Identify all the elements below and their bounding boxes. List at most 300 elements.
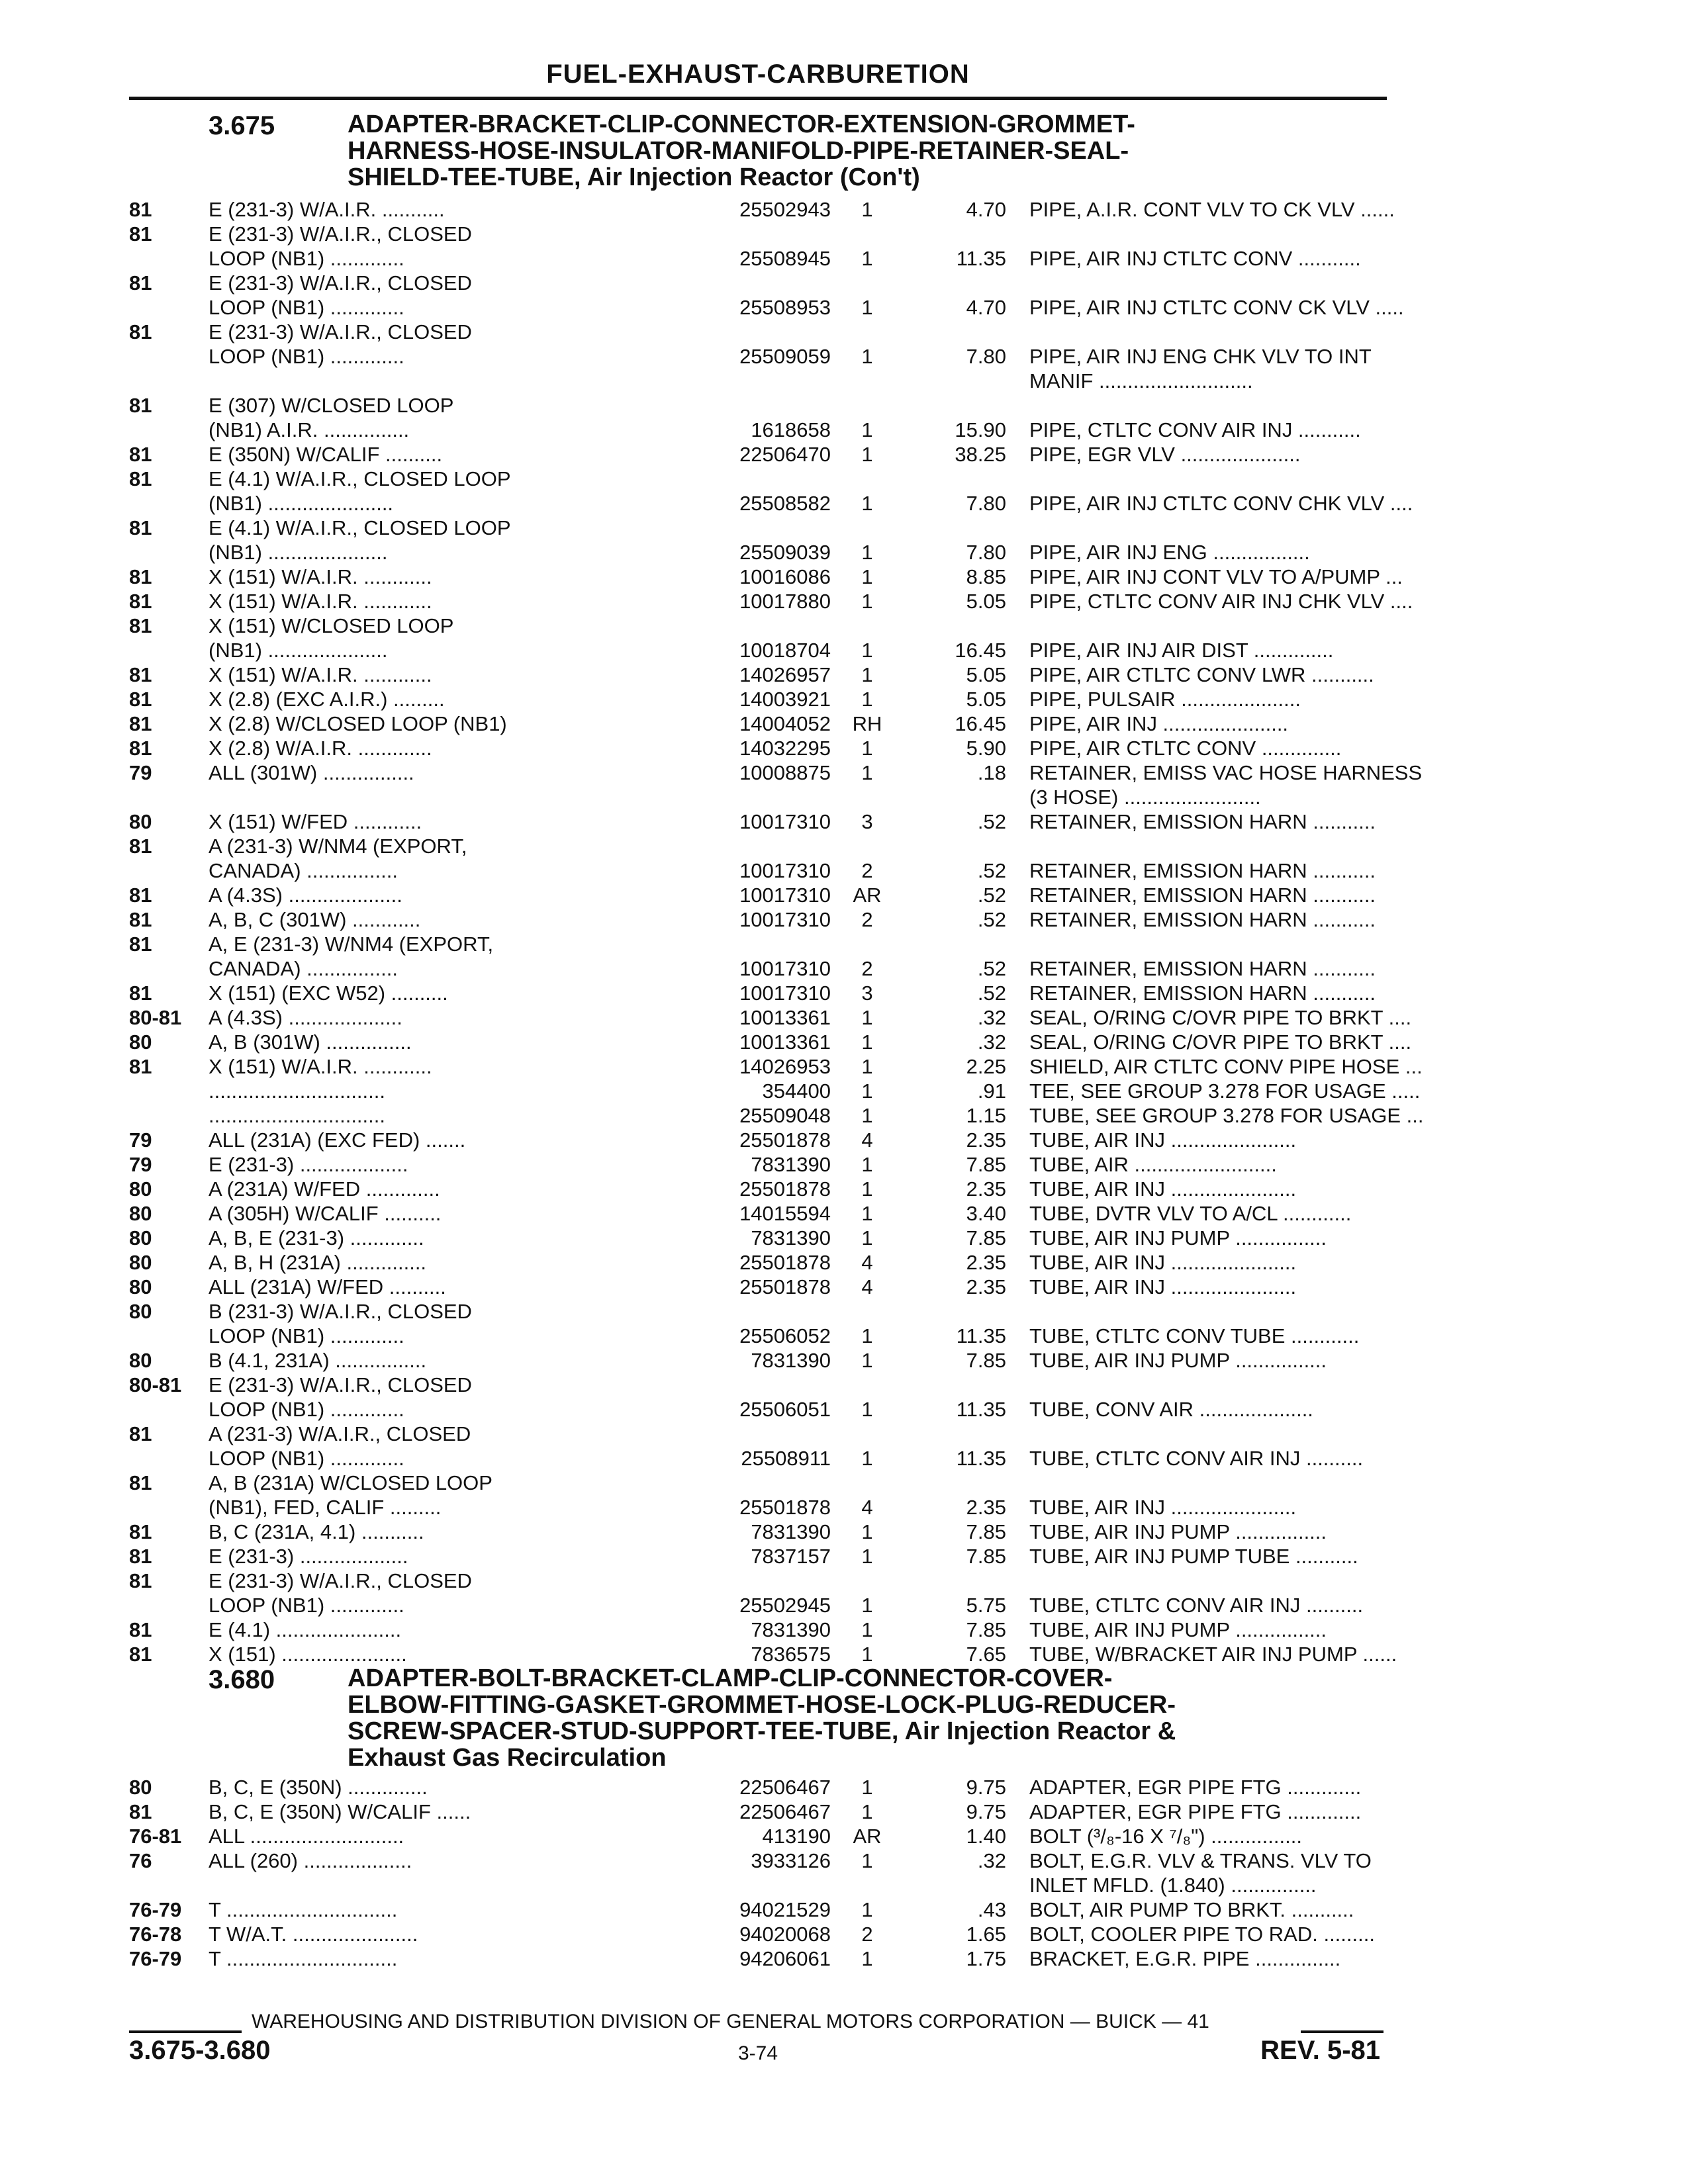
part-name: TUBE, AIR INJ PUMP ................: [1029, 1618, 1327, 1641]
part-name: (3 HOSE) ........................: [1029, 786, 1261, 809]
table-row: [129, 222, 1387, 246]
application-desc: X (151) W/A.I.R. ............: [209, 663, 432, 686]
application-desc: A (4.3S) ....................: [209, 884, 402, 907]
quantity: 2: [861, 957, 873, 980]
part-number: 10017880: [739, 590, 831, 613]
quantity: 1: [861, 1177, 873, 1201]
part-number: 10008875: [739, 761, 831, 784]
part-number: 7831390: [751, 1349, 831, 1372]
application-desc: A, E (231-3) W/NM4 (EXPORT,: [209, 933, 494, 956]
application-desc: E (307) W/CLOSED LOOP: [209, 394, 454, 417]
part-number: 3933126: [751, 1849, 831, 1872]
price: 38.25: [955, 443, 1006, 466]
part-name: PIPE, AIR INJ AIR DIST ..............: [1029, 639, 1334, 662]
quantity: 1: [861, 663, 873, 686]
application-desc: E (4.1) ......................: [209, 1618, 402, 1641]
part-name: TUBE, CTLTC CONV TUBE ............: [1029, 1324, 1360, 1347]
section-number: 3.675: [209, 111, 275, 140]
price: 7.80: [966, 345, 1006, 368]
price: 2.35: [966, 1177, 1006, 1201]
part-number: 10018704: [739, 639, 831, 662]
application-desc: E (4.1) W/A.I.R., CLOSED LOOP: [209, 516, 511, 539]
part-name: TUBE, AIR INJ ......................: [1029, 1128, 1297, 1152]
year-code: 81: [129, 835, 152, 858]
application-desc: ALL ...........................: [209, 1825, 404, 1848]
quantity: 1: [861, 296, 873, 319]
application-desc: A, B, C (301W) ............: [209, 908, 421, 931]
part-number: 25501878: [739, 1128, 831, 1152]
part-number: 25502943: [739, 198, 831, 221]
application-desc: A (4.3S) ....................: [209, 1006, 402, 1029]
table-row: [129, 1128, 1387, 1152]
table-row: [129, 516, 1387, 540]
application-desc: A (231-3) W/NM4 (EXPORT,: [209, 835, 467, 858]
table-row: [129, 1569, 1387, 1593]
table-row: [129, 1471, 1387, 1495]
price: .32: [977, 1030, 1006, 1054]
quantity: 1: [861, 737, 873, 760]
part-name: TUBE, AIR INJ PUMP ................: [1029, 1520, 1327, 1543]
year-code: 80-81: [129, 1373, 182, 1396]
quantity: 1: [861, 1594, 873, 1617]
quantity: 1: [861, 761, 873, 784]
table-row: [129, 295, 1404, 320]
quantity: 3: [861, 810, 873, 833]
application-desc: E (231-3) W/A.I.R., CLOSED: [209, 222, 472, 246]
quantity: 4: [861, 1128, 873, 1152]
price: .91: [977, 1079, 1006, 1103]
year-code: 81: [129, 1545, 152, 1568]
year-code: 81: [129, 614, 152, 637]
table-row: [129, 540, 1387, 565]
application-desc: CANADA) ................: [209, 859, 398, 882]
part-name: RETAINER, EMISSION HARN ...........: [1029, 957, 1376, 980]
table-row: [129, 1617, 1387, 1642]
quantity: 1: [861, 443, 873, 466]
quantity: 1: [861, 639, 873, 662]
application-desc: X (151) W/A.I.R. ............: [209, 590, 432, 613]
quantity: 1: [861, 1520, 873, 1543]
section-title: [348, 1665, 1380, 1771]
part-name: PIPE, AIR INJ ENG .................: [1029, 541, 1310, 564]
price: .52: [977, 908, 1006, 931]
application-desc: B, C, E (350N) W/CALIF ......: [209, 1800, 471, 1823]
price: 7.85: [966, 1618, 1006, 1641]
footer-revision: REV. 5-81: [1260, 2036, 1380, 2065]
quantity: 1: [861, 418, 873, 441]
year-code: 80: [129, 1226, 152, 1250]
part-number: 14015594: [739, 1202, 831, 1225]
table-row: [129, 1030, 1412, 1054]
table-row: [129, 614, 1387, 638]
year-code: 80: [129, 1202, 152, 1225]
table-row: [129, 1897, 1387, 1922]
part-number: 1618658: [751, 418, 831, 441]
application-desc: (NB1), FED, CALIF .........: [209, 1496, 442, 1519]
part-name: PIPE, AIR INJ ENG CHK VLV TO INT: [1029, 345, 1372, 368]
year-code: 81: [129, 1422, 152, 1445]
quantity: 1: [861, 1006, 873, 1029]
table-row: [129, 1226, 1387, 1250]
table-row: [129, 662, 1387, 687]
part-number: 14004052: [739, 712, 831, 735]
price: 7.80: [966, 492, 1006, 515]
table-row: [129, 1946, 1387, 1971]
part-number: 354400: [762, 1079, 831, 1103]
section-title: [348, 111, 1380, 191]
application-desc: A (231A) W/FED .............: [209, 1177, 440, 1201]
year-code: 81: [129, 320, 152, 343]
part-number: 7831390: [751, 1226, 831, 1250]
price: 5.05: [966, 590, 1006, 613]
year-code: 76-79: [129, 1898, 182, 1921]
price: 11.35: [956, 1447, 1006, 1470]
price: 2.35: [966, 1128, 1006, 1152]
year-code: 81: [129, 1800, 152, 1823]
footer-publisher-line: [129, 2011, 1387, 2037]
price: .52: [977, 810, 1006, 833]
year-code: 81: [129, 688, 152, 711]
application-desc: ...............................: [209, 1104, 385, 1127]
table-row: [129, 736, 1387, 760]
year-code: 81: [129, 884, 152, 907]
quantity: 4: [861, 1496, 873, 1519]
table-row: [129, 1275, 1387, 1299]
table-row: [129, 467, 1387, 491]
part-name: PIPE, AIR INJ CONT VLV TO A/PUMP ...: [1029, 565, 1403, 588]
year-code: 81: [129, 394, 152, 417]
table-row: [129, 1799, 1387, 1824]
footer-section-range: 3.675-3.680: [129, 2036, 271, 2065]
application-desc: A (231-3) W/A.I.R., CLOSED: [209, 1422, 471, 1445]
application-desc: E (231-3) W/A.I.R., CLOSED: [209, 1373, 472, 1396]
application-desc: LOOP (NB1) .............: [209, 1398, 404, 1421]
section-title-line: SHIELD-TEE-TUBE, Air Injection Reactor (Con't): [348, 163, 920, 191]
section-title-line: ADAPTER-BRACKET-CLIP-CONNECTOR-EXTENSION-GROMMET-: [348, 111, 1135, 138]
header-rule: [129, 97, 1387, 100]
application-desc: A, B (231A) W/CLOSED LOOP: [209, 1471, 492, 1494]
part-name: TUBE, AIR INJ PUMP TUBE ...........: [1029, 1545, 1358, 1568]
part-number: 25502945: [739, 1594, 831, 1617]
price: 5.75: [966, 1594, 1006, 1617]
part-number: 25508582: [739, 492, 831, 515]
table-row: [129, 932, 1387, 956]
table-row: [129, 1103, 1424, 1128]
part-number: 25501878: [739, 1275, 831, 1298]
table-row: [129, 1544, 1387, 1569]
year-code: 79: [129, 761, 152, 784]
part-name: TUBE, AIR INJ ......................: [1029, 1177, 1297, 1201]
part-number: 14003921: [739, 688, 831, 711]
part-name: PIPE, AIR INJ CTLTC CONV ...........: [1029, 247, 1361, 270]
part-name: RETAINER, EMISSION HARN ...........: [1029, 859, 1376, 882]
price: 2.35: [966, 1275, 1006, 1298]
table-row: [129, 344, 1387, 369]
table-row: [129, 1873, 1387, 1897]
quantity: 1: [861, 1898, 873, 1921]
part-number: 10017310: [739, 810, 831, 833]
table-row: [129, 589, 1413, 614]
table-row: [129, 1201, 1387, 1226]
part-number: 10016086: [739, 565, 831, 588]
application-desc: E (231-3) W/A.I.R., CLOSED: [209, 1569, 472, 1592]
part-name: PIPE, A.I.R. CONT VLV TO CK VLV ......: [1029, 198, 1395, 221]
table-row: [129, 491, 1413, 516]
year-code: 81: [129, 1569, 152, 1592]
price: 2.35: [966, 1496, 1006, 1519]
part-name: SEAL, O/RING C/OVR PIPE TO BRKT ....: [1029, 1030, 1412, 1054]
footer-publisher-text: WAREHOUSING AND DISTRIBUTION DIVISION OF GENERAL MOTORS CORPORATION — BUICK — 41: [252, 2011, 1209, 2032]
year-code: 81: [129, 712, 152, 735]
table-row: [129, 1005, 1412, 1030]
quantity: 1: [861, 1030, 873, 1054]
table-row: [129, 981, 1387, 1005]
application-desc: B, C (231A, 4.1) ...........: [209, 1520, 424, 1543]
part-number: 25508953: [739, 296, 831, 319]
part-number: 14026957: [739, 663, 831, 686]
year-code: 80: [129, 1030, 152, 1054]
table-row: [129, 760, 1423, 785]
application-desc: LOOP (NB1) .............: [209, 1324, 404, 1347]
part-number: 94021529: [739, 1898, 831, 1921]
year-code: 80: [129, 1177, 152, 1201]
quantity: 1: [861, 1398, 873, 1421]
table-row: [129, 1324, 1387, 1348]
year-code: 81: [129, 1055, 152, 1078]
price: 4.70: [966, 296, 1006, 319]
quantity: 1: [861, 565, 873, 588]
part-name: PIPE, AIR CTLTC CONV LWR ...........: [1029, 663, 1374, 686]
part-name: MANIF ...........................: [1029, 369, 1253, 392]
price: 9.75: [966, 1800, 1006, 1823]
quantity: 1: [861, 1324, 873, 1347]
quantity: 1: [861, 1643, 873, 1666]
part-name: BOLT, AIR PUMP TO BRKT. ...........: [1029, 1898, 1354, 1921]
application-desc: B, C, E (350N) ..............: [209, 1776, 428, 1799]
part-name: RETAINER, EMISS VAC HOSE HARNESS: [1029, 761, 1423, 784]
quantity: 1: [861, 1349, 873, 1372]
part-name: INLET MFLD. (1.840) ...............: [1029, 1874, 1317, 1897]
section-title-line: HARNESS-HOSE-INSULATOR-MANIFOLD-PIPE-RETAINER-SEAL-: [348, 137, 1129, 165]
part-name: BOLT (³/₈-16 X ⁷/₈") ................: [1029, 1825, 1302, 1848]
application-desc: CANADA) ................: [209, 957, 398, 980]
part-name: TUBE, AIR INJ ......................: [1029, 1496, 1297, 1519]
price: 11.35: [956, 1324, 1006, 1347]
application-desc: E (231-3) W/A.I.R., CLOSED: [209, 271, 472, 295]
part-number: 7831390: [751, 1618, 831, 1641]
section-title-line: ADAPTER-BOLT-BRACKET-CLAMP-CLIP-CONNECTOR-COVER-: [348, 1664, 1113, 1692]
application-desc: X (151) W/CLOSED LOOP: [209, 614, 454, 637]
part-number: 25508911: [741, 1447, 831, 1470]
table-row: [129, 1250, 1387, 1275]
table-row: [129, 369, 1387, 393]
part-name: PIPE, AIR INJ CTLTC CONV CK VLV .....: [1029, 296, 1404, 319]
section-number: 3.680: [209, 1665, 275, 1694]
table-row: [129, 1520, 1387, 1544]
price: .52: [977, 859, 1006, 882]
application-desc: T ..............................: [209, 1898, 398, 1921]
application-desc: ...............................: [209, 1079, 385, 1103]
quantity: 1: [861, 198, 873, 221]
part-name: ADAPTER, EGR PIPE FTG .............: [1029, 1776, 1362, 1799]
table-row: [129, 1054, 1423, 1079]
table-row: [129, 1422, 1387, 1446]
part-number: 25508945: [739, 247, 831, 270]
table-row: [129, 442, 1387, 467]
year-code: 81: [129, 737, 152, 760]
price: .43: [977, 1898, 1006, 1921]
part-name: TUBE, AIR INJ ......................: [1029, 1251, 1297, 1274]
application-desc: ALL (301W) ................: [209, 761, 414, 784]
year-code: 81: [129, 271, 152, 295]
quantity: 1: [861, 688, 873, 711]
price: 1.65: [966, 1923, 1006, 1946]
part-number: 25509059: [739, 345, 831, 368]
price: 11.35: [956, 1398, 1006, 1421]
quantity: 1: [861, 1079, 873, 1103]
part-name: SHIELD, AIR CTLTC CONV PIPE HOSE ...: [1029, 1055, 1423, 1078]
quantity: 1: [861, 1545, 873, 1568]
price: 11.35: [956, 247, 1006, 270]
page-header-title: FUEL-EXHAUST-CARBURETION: [546, 60, 970, 89]
footer-rule-left: [129, 2030, 242, 2033]
application-desc: X (151) (EXC W52) ..........: [209, 981, 448, 1005]
part-name: BRACKET, E.G.R. PIPE ...............: [1029, 1947, 1341, 1970]
footer-rule-right: [1301, 2030, 1383, 2033]
part-number: 10017310: [739, 957, 831, 980]
year-code: 81: [129, 443, 152, 466]
price: .32: [977, 1006, 1006, 1029]
part-name: TUBE, CONV AIR ....................: [1029, 1398, 1313, 1421]
table-row: [129, 883, 1387, 907]
quantity: 3: [861, 981, 873, 1005]
price: 7.85: [966, 1545, 1006, 1568]
table-row: [129, 1848, 1387, 1873]
price: 3.40: [966, 1202, 1006, 1225]
price: 16.45: [955, 639, 1006, 662]
year-code: 79: [129, 1153, 152, 1176]
price: 9.75: [966, 1776, 1006, 1799]
quantity: 1: [861, 247, 873, 270]
table-row: [129, 1446, 1387, 1471]
year-code: 81: [129, 933, 152, 956]
application-desc: E (231-3) ...................: [209, 1545, 408, 1568]
application-desc: A (305H) W/CALIF ..........: [209, 1202, 442, 1225]
part-number: 22506470: [739, 443, 831, 466]
part-number: 25509048: [739, 1104, 831, 1127]
quantity: 4: [861, 1251, 873, 1274]
part-number: 7831390: [751, 1520, 831, 1543]
part-name: PIPE, AIR INJ ......................: [1029, 712, 1289, 735]
application-desc: X (151) ......................: [209, 1643, 407, 1666]
year-code: 81: [129, 1618, 152, 1641]
table-row: [129, 1642, 1397, 1666]
part-name: TUBE, CTLTC CONV AIR INJ ..........: [1029, 1594, 1364, 1617]
year-code: 76-78: [129, 1923, 182, 1946]
application-desc: E (4.1) W/A.I.R., CLOSED LOOP: [209, 467, 511, 490]
part-number: 7836575: [751, 1643, 831, 1666]
year-code: 80: [129, 1275, 152, 1298]
part-name: BOLT, E.G.R. VLV & TRANS. VLV TO: [1029, 1849, 1372, 1872]
part-name: RETAINER, EMISSION HARN ...........: [1029, 884, 1376, 907]
section-title-line: SCREW-SPACER-STUD-SUPPORT-TEE-TUBE, Air Injection Reactor &: [348, 1717, 1176, 1745]
application-desc: X (2.8) W/CLOSED LOOP (NB1): [209, 712, 507, 735]
table-row: [129, 785, 1387, 809]
price: 7.85: [966, 1153, 1006, 1176]
application-desc: A, B, E (231-3) .............: [209, 1226, 424, 1250]
application-desc: LOOP (NB1) .............: [209, 1447, 404, 1470]
part-name: TUBE, AIR INJ PUMP ................: [1029, 1349, 1327, 1372]
part-number: 10017310: [739, 908, 831, 931]
quantity: AR: [853, 884, 882, 907]
year-code: 81: [129, 1643, 152, 1666]
price: 5.05: [966, 688, 1006, 711]
quantity: 1: [861, 1849, 873, 1872]
table-row: [129, 1824, 1387, 1848]
table-row: [129, 1593, 1387, 1617]
table-row: [129, 1348, 1387, 1373]
price: 2.35: [966, 1251, 1006, 1274]
catalog-page: [129, 60, 1424, 2144]
table-row: [129, 687, 1387, 711]
year-code: 76: [129, 1849, 152, 1872]
quantity: 4: [861, 1275, 873, 1298]
part-number: 22506467: [739, 1800, 831, 1823]
application-desc: LOOP (NB1) .............: [209, 1594, 404, 1617]
application-desc: X (2.8) (EXC A.I.R.) .........: [209, 688, 445, 711]
parts-list-3680: [129, 1775, 1387, 1971]
price: .32: [977, 1849, 1006, 1872]
part-number: 25501878: [739, 1251, 831, 1274]
footer-page-number: 3-74: [737, 2042, 778, 2064]
table-row: [129, 393, 1387, 418]
price: 1.75: [966, 1947, 1006, 1970]
price: 7.85: [966, 1520, 1006, 1543]
quantity: 1: [861, 1776, 873, 1799]
application-desc: ALL (231A) W/FED ..........: [209, 1275, 446, 1298]
table-row: [129, 1373, 1387, 1397]
quantity: AR: [853, 1825, 882, 1848]
part-number: 10017310: [739, 884, 831, 907]
part-name: SEAL, O/RING C/OVR PIPE TO BRKT ....: [1029, 1006, 1412, 1029]
application-desc: T W/A.T. ......................: [209, 1923, 418, 1946]
application-desc: X (151) W/A.I.R. ............: [209, 565, 432, 588]
table-row: [129, 246, 1387, 271]
application-desc: LOOP (NB1) .............: [209, 247, 404, 270]
year-code: 81: [129, 908, 152, 931]
quantity: 1: [861, 492, 873, 515]
part-name: TUBE, CTLTC CONV AIR INJ ..........: [1029, 1447, 1364, 1470]
part-name: PIPE, AIR INJ CTLTC CONV CHK VLV ....: [1029, 492, 1413, 515]
application-desc: X (2.8) W/A.I.R. .............: [209, 737, 432, 760]
application-desc: LOOP (NB1) .............: [209, 345, 404, 368]
year-code: 79: [129, 1128, 152, 1152]
year-code: 81: [129, 467, 152, 490]
price: 5.05: [966, 663, 1006, 686]
part-name: PIPE, CTLTC CONV AIR INJ CHK VLV ....: [1029, 590, 1413, 613]
table-row: [129, 1079, 1421, 1103]
table-row: [129, 197, 1395, 222]
part-number: 10013361: [739, 1030, 831, 1054]
table-row: [129, 956, 1387, 981]
quantity: 1: [861, 1226, 873, 1250]
application-desc: (NB1) A.I.R. ...............: [209, 418, 410, 441]
year-code: 76-81: [129, 1825, 182, 1848]
year-code: 80: [129, 1776, 152, 1799]
application-desc: (NB1) ......................: [209, 492, 394, 515]
application-desc: B (231-3) W/A.I.R., CLOSED: [209, 1300, 472, 1323]
price: 7.85: [966, 1226, 1006, 1250]
